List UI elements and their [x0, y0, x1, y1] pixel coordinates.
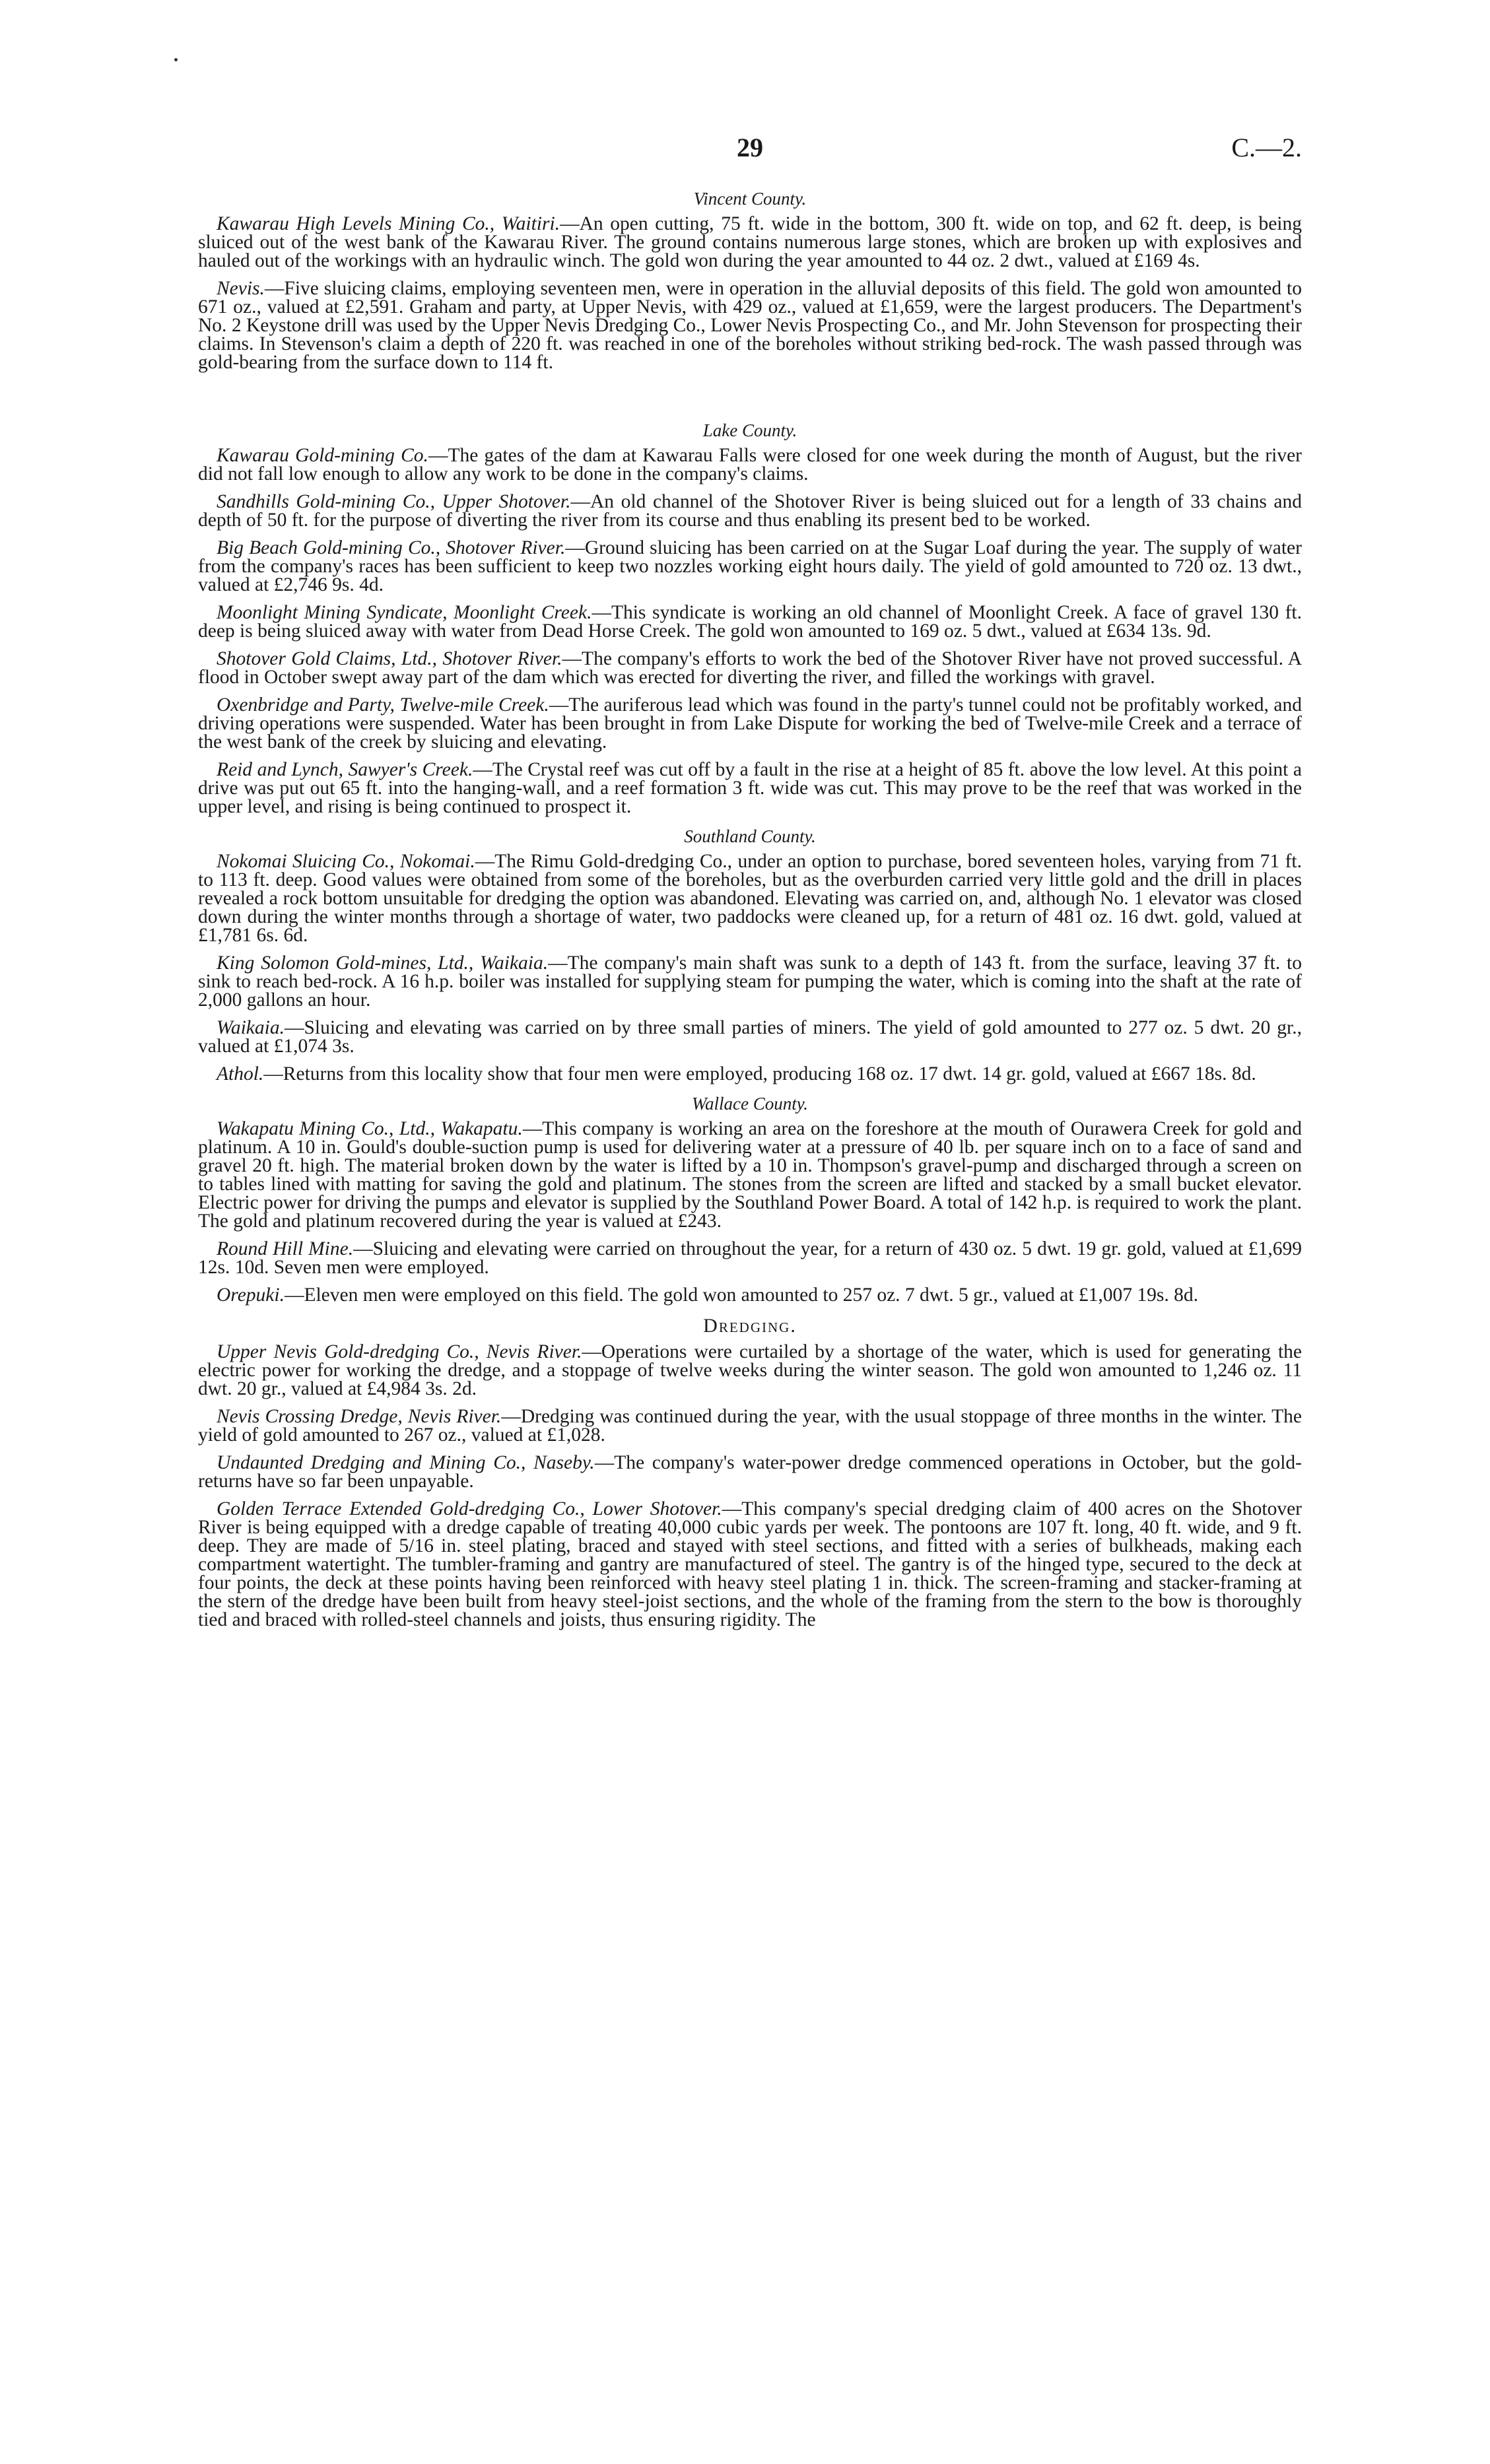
paragraph: [198, 279, 1302, 372]
paragraph: [198, 760, 1302, 816]
paragraph-lead: Kawarau High Levels Mining Co., Waitiri.: [217, 213, 560, 234]
paragraph-lead: Athol.: [217, 1063, 264, 1084]
paragraph: [198, 649, 1302, 686]
paragraph: [198, 603, 1302, 640]
paragraph-lead: Nevis.: [217, 278, 265, 299]
paragraph-lead: Waikaia.: [217, 1017, 285, 1038]
section-dredging: [198, 1315, 1302, 1629]
paragraph-lead: King Solomon Gold-mines, Ltd., Waikaia.: [217, 952, 549, 974]
document-code: C.—2.: [1231, 133, 1302, 162]
section-heading: Dredging.: [703, 1315, 797, 1337]
paragraph: [198, 1119, 1302, 1230]
scan-speck: [174, 58, 178, 61]
paragraph-text: —The auriferous lead which was found in the party's tunnel could not be profitably worked, and driving operations were suspended. Water has been brought in from Lake Dispute for working the bed of Twelve-mile Creek and a terrace of the west bank of the creek by sluicing and elevating.: [198, 694, 1303, 752]
paragraph-lead: Shotover Gold Claims, Ltd., Shotover River.: [217, 648, 562, 669]
paragraph: [198, 852, 1302, 945]
paragraph-text: —The company's main shaft was sunk to a depth of 143 ft. from the surface, leaving 37 ft. to sink to reach bed-rock. A 16 h.p. boiler was installed for supplying steam for pumping the water, which is coming into the shaft at the rate of 2,000 gallons an hour.: [198, 952, 1302, 1011]
paragraph: [198, 1065, 1302, 1083]
paragraph-text: —The Crystal reef was cut off by a fault in the rise at a height of 85 ft. above the low level. At this point a drive was put out 65 ft. into the hanging-wall, and a reef formation 3 ft. wide was cut. This may prove to be the reef that was worked in the upper level, and rising is being continued to prospect it.: [198, 759, 1302, 817]
section-southland-county: [198, 826, 1302, 1083]
paragraph-lead: Nokomai Sluicing Co., Nokomai.: [217, 851, 475, 872]
paragraph-text: —The company's efforts to work the bed of the Shotover River have not proved successful. A flood in October swept away part of the dam which was erected for diverting the river, and filled the workings with gravel.: [198, 648, 1302, 688]
paragraph-text: —Dredging was continued during the year, with the usual stoppage of three months in the winter. The yield of gold amounted to 267 oz., valued at £1,028.: [198, 1406, 1302, 1446]
paragraph-text: —Sluicing and elevating were carried on throughout the year, for a return of 430 oz. 5 dwt. 19 gr. gold, valued at £1,699 12s. 10d. Seven men were employed.: [198, 1238, 1303, 1278]
paragraph: [198, 1343, 1302, 1398]
paragraph-text: —The gates of the dam at Kawarau Falls were closed for one week during the month of August, but the river did not fall low enough to allow any work to be done in the company's claims.: [198, 445, 1303, 484]
section-lake-county: [198, 420, 1302, 816]
section-heading: Southland County.: [684, 826, 816, 846]
paragraph: [198, 1286, 1302, 1304]
paragraph: [198, 1018, 1302, 1055]
paragraph: [198, 539, 1302, 594]
paragraph-lead: Wakapatu Mining Co., Ltd., Wakapatu.: [217, 1118, 523, 1139]
paragraph-text: —Five sluicing claims, employing seventeen men, were in operation in the alluvial deposits of this field. The gold won amounted to 671 oz., valued at £2,591. Graham and party, at Upper Nevis, with 429 oz., valued at £1,659, were the largest producers. The Department's No. 2 Keystone drill was used by the Upper Nevis Dredging Co., Lower Nevis Prospecting Co., and Mr. John Stevenson for prospecting their claims. In Stevenson's claim a depth of 220 ft. was reached in one of the boreholes without striking bed-rock. The wash passed through was gold-bearing from the surface down to 114 ft.: [198, 278, 1302, 373]
section-heading: Lake County.: [702, 420, 797, 440]
paragraph-text: —Ground sluicing has been carried on at the Sugar Loaf during the year. The supply of water from the company's races has been sufficient to keep two nozzles working eight hours daily. The yield of gold amounted to 720 oz. 13 dwt., valued at £2,746 9s. 4d.: [198, 537, 1302, 595]
paragraph-text: —This company is working an area on the foreshore at the mouth of Ourawera Creek for gold and platinum. A 10 in. Gould's double-suction pump is used for delivering water at a pressure of 40 lb. per square inch on to a face of sand and gravel 20 ft. high. The material broken down by the water is lifted by a 10 in. Thompson's gravel-pump and discharged through a screen on to tables lined with matting for saving the gold and platinum. The stones from the screen are lifted and stacked by a small bucket elevator. Electric power for driving the pumps and elevator is supplied by the Southland Power Board. A total of 142 h.p. is required to work the plant. The gold and platinum recovered during the year is valued at £243.: [198, 1118, 1302, 1232]
paragraph-lead: Golden Terrace Extended Gold-dredging Co., Lower Shotover.: [217, 1498, 722, 1519]
paragraph: [198, 1500, 1302, 1629]
paragraph-text: —This syndicate is working an old channel of Moonlight Creek. A face of gravel 130 ft. deep is being sluiced away with water from Dead Horse Creek. The gold won amounted to 169 oz. 5 dwt., valued at £634 13s. 9d.: [198, 602, 1302, 642]
section-wallace-county: [198, 1094, 1302, 1304]
paragraph-text: —An open cutting, 75 ft. wide in the bottom, 300 ft. wide on top, and 62 ft. deep, is being sluiced out of the west bank of the Kawarau River. The ground contains numerous large stones, which are broken up with explosives and hauled out of the workings with an hydraulic winch. The gold won during the year amounted to 44 oz. 2 dwt., valued at £169 4s.: [198, 213, 1303, 271]
paragraph-lead: Big Beach Gold-mining Co., Shotover River.: [217, 537, 566, 558]
paragraph: [198, 954, 1302, 1009]
paragraph-lead: Moonlight Mining Syndicate, Moonlight Creek.: [217, 602, 592, 623]
paragraph-text: —Eleven men were employed on this field. The gold won amounted to 257 oz. 7 dwt. 5 gr., valued at £1,007 19s. 8d.: [284, 1284, 1199, 1306]
document-page: [198, 125, 1302, 1638]
paragraph-lead: Nevis Crossing Dredge, Nevis River.: [217, 1406, 502, 1427]
paragraph: [198, 696, 1302, 751]
paragraph: [198, 215, 1302, 270]
paragraph-text: —An old channel of the Shotover River is being sluiced out for a length of 33 chains and depth of 50 ft. for the purpose of diverting the river from its course and thus enabling its present bed to be worked.: [198, 491, 1302, 531]
paragraph-text: —The company's water-power dredge commenced operations in October, but the gold-returns have so far been unpayable.: [198, 1452, 1302, 1492]
paragraph-lead: Oxenbridge and Party, Twelve-mile Creek.: [217, 694, 549, 716]
page-header: [198, 125, 1302, 178]
paragraph: [198, 1407, 1302, 1444]
paragraph-lead: Sandhills Gold-mining Co., Upper Shotover.: [217, 491, 571, 512]
paragraph: [198, 1240, 1302, 1277]
paragraph-lead: Round Hill Mine.: [217, 1238, 354, 1259]
paragraph-text: —Sluicing and elevating was carried on by three small parties of miners. The yield of gold amounted to 277 oz. 5 dwt. 20 gr., valued at £1,074 3s.: [198, 1017, 1302, 1057]
paragraph-lead: Undaunted Dredging and Mining Co., Naseby.: [217, 1452, 595, 1473]
paragraph-lead: Upper Nevis Gold-dredging Co., Nevis River.: [217, 1341, 582, 1362]
paragraph-lead: Reid and Lynch, Sawyer's Creek.: [217, 759, 473, 780]
paragraph: [198, 492, 1302, 529]
section-heading: Wallace County.: [692, 1094, 808, 1114]
paragraph-text: —The Rimu Gold-dredging Co., under an option to purchase, bored seventeen holes, varying from 71 ft. to 113 ft. deep. Good values were obtained from some of the boreholes, but as the overburden carried very little gold and the drill in places revealed a rock bottom unsuitable for dredging the option was abandoned. Elevating was carried on, and, although No. 1 elevator was closed down during the winter months through a shortage of water, two paddocks were cleaned up, for a return of 481 oz. 16 dwt. gold, valued at £1,781 6s. 6d.: [198, 851, 1302, 946]
paragraph-text: —This company's special dredging claim of 400 acres on the Shotover River is being equipped with a dredge capable of treating 40,000 cubic yards per week. The pontoons are 107 ft. long, 40 ft. wide, and 9 ft. deep. They are made of 5/16 in. steel plating, braced and stayed with steel sections, and fitted with a series of bulkheads, making each compartment watertight. The tumbler-framing and gantry are manufactured of steel. The gantry is of the hinged type, secured to the deck at four points, the deck at these points having been reinforced with heavy steel plating 1 in. thick. The screen-framing and stacker-framing at the stern of the dredge have been built from heavy steel-joist sections, and the whole of the framing from the stern to the bow is thoroughly tied and braced with rolled-steel channels and joists, thus ensuring rigidity. The: [198, 1498, 1302, 1630]
section-vincent-county: [198, 189, 1302, 372]
paragraph-text: —Operations were curtailed by a shortage of the water, which is used for generating the electric power for working the dredge, and a stoppage of twelve weeks during the winter season. The gold won amounted to 1,246 oz. 11 dwt. 20 gr., valued at £4,984 3s. 2d.: [198, 1341, 1302, 1399]
paragraph-lead: Orepuki.: [217, 1284, 285, 1306]
paragraph: [198, 446, 1302, 483]
page-number: 29: [737, 133, 763, 162]
section-heading: Vincent County.: [693, 189, 807, 209]
paragraph-text: —Returns from this locality show that four men were employed, producing 168 oz. 17 dwt. 14 gr. gold, valued at £667 18s. 8d.: [263, 1063, 1256, 1084]
paragraph-lead: Kawarau Gold-mining Co.: [217, 445, 428, 466]
paragraph: [198, 1453, 1302, 1490]
